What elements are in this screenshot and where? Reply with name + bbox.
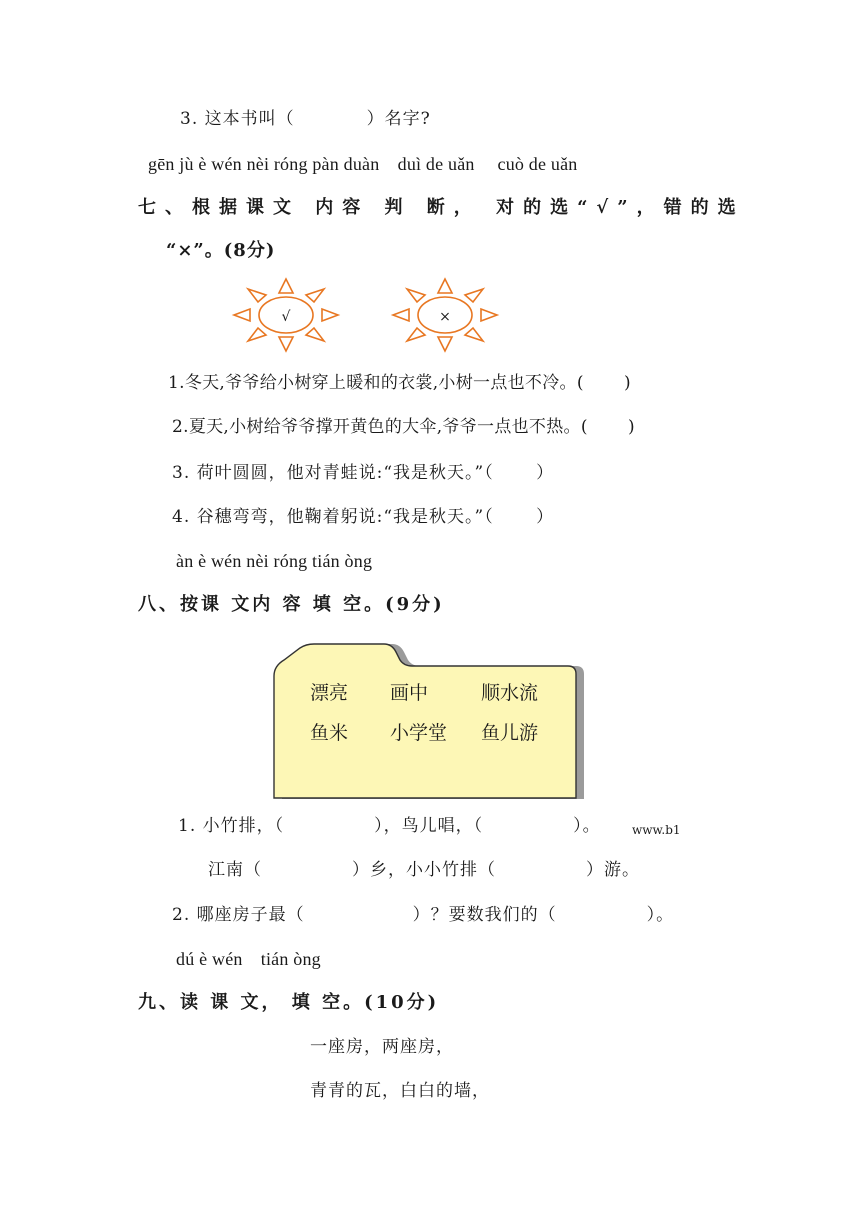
word-chip-yumi: 鱼米 xyxy=(310,722,349,744)
word-chip-shunshuiliu: 顺水流 xyxy=(481,682,539,704)
fill-item-1-line2: 江南（ ）乡，小小竹排（ ）游。 xyxy=(208,860,640,880)
sun-cross-icon xyxy=(387,276,503,354)
pinyin-line-3: dú è wén tián òng xyxy=(176,949,321,969)
section-8-title: 八、按课 文内 容 填 空。(9分) xyxy=(138,594,445,615)
word-chip-xiaoxuetang: 小学堂 xyxy=(390,722,448,744)
word-chip-yuer-you: 鱼儿游 xyxy=(481,722,539,744)
pinyin-line-1: gēn jù è wén nèi róng pàn duàn duì de uǎn cuò de uǎn xyxy=(148,154,578,174)
word-chip-piaoliang: 漂亮 xyxy=(310,682,349,704)
poem-line-1: 一座房，两座房， xyxy=(310,1037,454,1057)
fill-item-2: 2. 哪座房子最（ ）？要数我们的（ ）。 xyxy=(172,905,675,925)
word-chip-huazhong: 画中 xyxy=(390,682,429,704)
judge-item-3: 3. 荷叶圆圆，他对青蛙说:“我是秋天。”（ ） xyxy=(172,463,555,483)
section-9-title: 九、读 课 文， 填 空。(10分) xyxy=(138,992,440,1013)
judge-item-2: 2.夏天,小树给爷爷撑开黄色的大伞,爷爷一点也不热。( ) xyxy=(172,417,635,437)
judge-item-1: 1.冬天,爷爷给小树穿上暖和的衣裳,小树一点也不冷。( ) xyxy=(168,373,631,393)
watermark-text: www.b1 xyxy=(632,823,681,837)
judge-item-4: 4. 谷穗弯弯，他鞠着躬说:“我是秋天。”（ ） xyxy=(172,507,555,527)
sun-check-symbol: √ xyxy=(281,309,291,325)
section-7-title-line1: 七、根据课文 内容 判 断， 对的选“√”，错的选 xyxy=(138,197,745,218)
fill-item-1-line1: 1. 小竹排，（ ），鸟儿唱，（ ）。 xyxy=(178,816,601,836)
sun-cross-symbol: × xyxy=(439,309,451,325)
poem-line-2: 青青的瓦，白白的墙， xyxy=(310,1081,490,1101)
sun-check-icon xyxy=(228,276,344,354)
question-3-book-name: 3. 这本书叫（ ）名字? xyxy=(180,109,431,129)
section-7-title-line2: “×”。(8分) xyxy=(166,240,276,261)
pinyin-line-2: àn è wén nèi róng tián òng xyxy=(176,551,373,571)
